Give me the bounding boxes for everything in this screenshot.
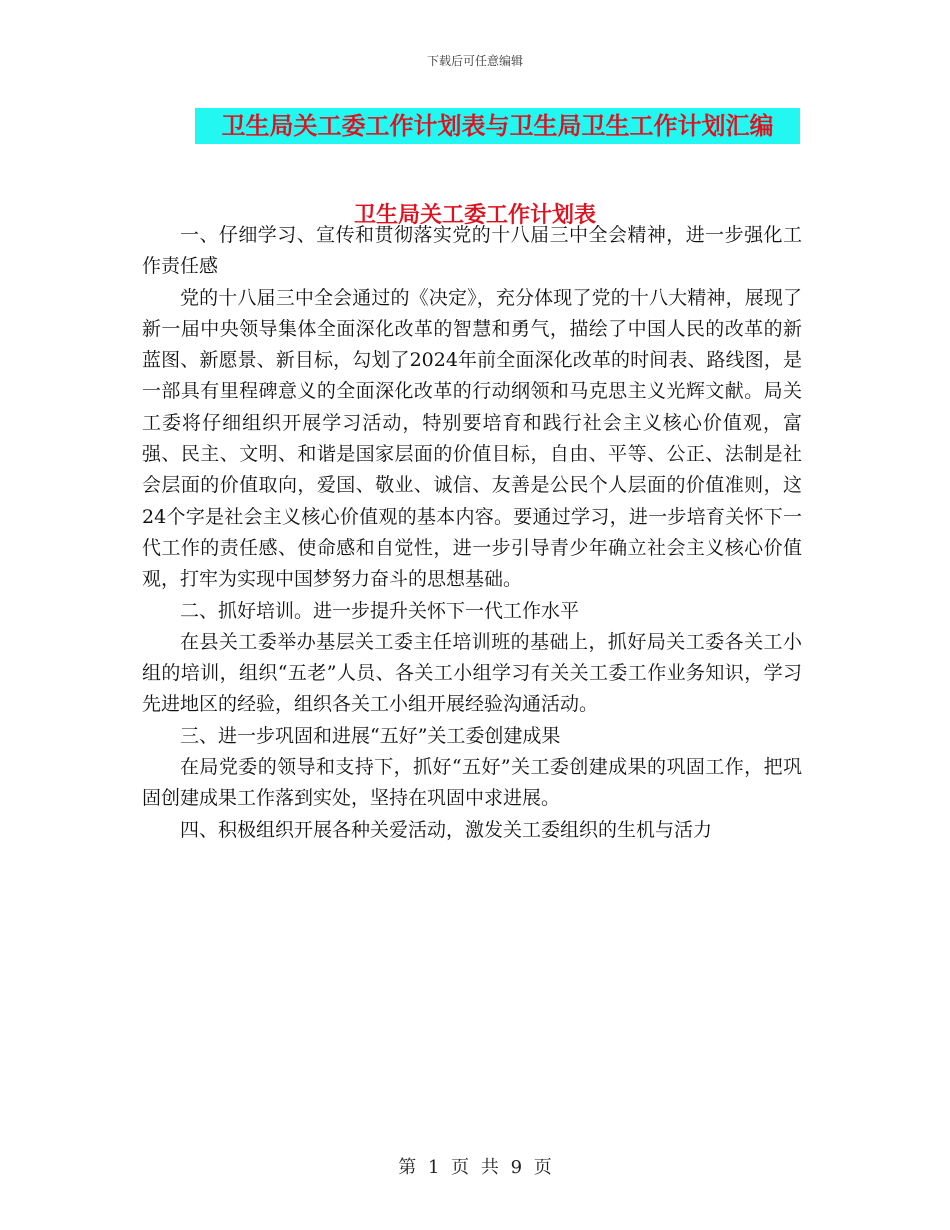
section-heading-3: 三、进一步巩固和进展“五好”关工委创建成果 — [180, 724, 561, 747]
document-title: 卫生局关工委工作计划表与卫生局卫生工作计划汇编 — [195, 108, 800, 144]
page-header-note: 下载后可任意编辑 — [426, 54, 523, 68]
paragraph-3: 在局党委的领导和支持下，抓好“五好”关工委创建成果的巩固工作，把巩固创建成果工作落到实处，坚持在巩固中求进展。 — [142, 756, 802, 810]
paragraph-2: 在县关工委举办基层关工委主任培训班的基础上，抓好局关工委各关工小组的培训，组织“五老”人员、各关工小组学习有关关工委工作业务知识，学习先进地区的经验，组织各关工小组开展经验沟通活动。 — [142, 630, 802, 716]
document-subtitle: 卫生局关工委工作计划表 — [353, 203, 596, 228]
section-heading-4: 四、积极组织开展各种关爱活动，激发关工委组织的生机与活力 — [180, 818, 713, 841]
document-body — [142, 220, 802, 846]
section-heading-1: 一、仔细学习、宣传和贯彻落实党的十八届三中全会精神，进一步强化工作责任感 — [142, 224, 802, 278]
page-number: 第 1 页 共 9 页 — [398, 1157, 552, 1178]
paragraph-1: 党的十八届三中全会通过的《决定》，充分体现了党的十八大精神，展现了新一届中央领导集体全面深化改革的智慧和勇气，描绘了中国人民的改革的新蓝图、新愿景、新目标，勾划了2024年前全面深化改革的时间表、路线图，是一部具有里程碑意义的全面深化改革的行动纲领和马克思主义光辉文献。局关工委将仔细组织开展学习活动，特别要培育和践行社会主义核心价值观，富强、民主、文明、和谐是国家层面的价值目标，自由、平等、公正、法制是社会层面的价值取向，爱国、敬业、诚信、友善是公民个人层面的价值准则，这24个字是社会主义核心价值观的基本内容。要通过学习，进一步培育关怀下一代工作的责任感、使命感和自觉性，进一步引导青少年确立社会主义核心价值观，打牢为实现中国梦努力奋斗的思想基础。 — [142, 286, 802, 591]
section-heading-2: 二、抓好培训。进一步提升关怀下一代工作水平 — [180, 599, 580, 622]
